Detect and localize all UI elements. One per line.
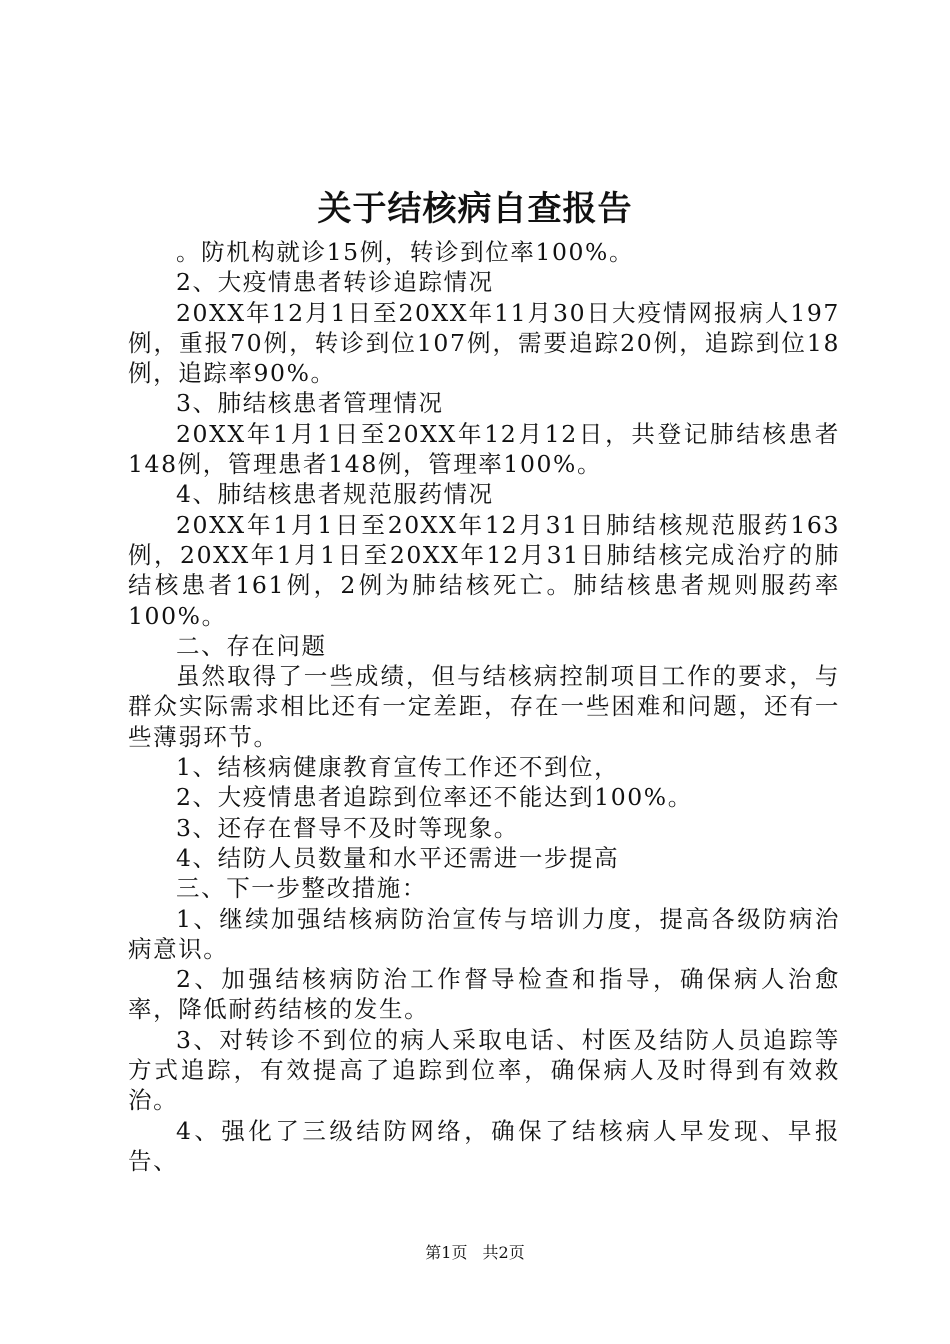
list-item: 3、对转诊不到位的病人采取电话、村医及结防人员追踪等方式追踪，有效提高了追踪到位率，确保病人及时得到有效救治。 bbox=[128, 1025, 840, 1115]
document-body bbox=[128, 237, 840, 1176]
section-heading: 二、存在问题 bbox=[176, 631, 327, 660]
page-number: 第1页 bbox=[425, 1243, 468, 1262]
section-heading: 三、下一步整改措施： bbox=[176, 874, 427, 903]
paragraph: 20XX年1月1日至20XX年12月31日肺结核规范服药163例，20XX年1月1日至20XX年12月31日肺结核完成治疗的肺结核患者161例，2例为肺结核死亡。肺结核患者规则服药率100%。 bbox=[128, 510, 840, 630]
list-item: 2、加强结核病防治工作督导检查和指导，确保病人治愈率，降低耐药结核的发生。 bbox=[128, 965, 840, 1024]
list-item: 4、强化了三级结防网络，确保了结核病人早发现、早报告、 bbox=[128, 1116, 840, 1175]
paragraph: 2、大疫情患者转诊追踪情况 bbox=[176, 268, 494, 297]
list-item: 2、大疫情患者追踪到位率还不能达到100%。 bbox=[176, 783, 693, 812]
paragraph: 20XX年1月1日至20XX年12月12日，共登记肺结核患者148例，管理患者148例，管理率100%。 bbox=[128, 419, 840, 479]
list-item: 3、还存在督导不及时等现象。 bbox=[176, 813, 519, 842]
document-title: 关于结核病自查报告 bbox=[317, 189, 633, 229]
list-item: 1、结核病健康教育宣传工作还不到位， bbox=[176, 753, 620, 782]
paragraph: 3、肺结核患者管理情况 bbox=[176, 389, 444, 418]
list-item: 4、结防人员数量和水平还需进一步提高 bbox=[176, 843, 620, 872]
paragraph: 4、肺结核患者规范服药情况 bbox=[176, 480, 494, 509]
page-total: 共2页 bbox=[482, 1243, 525, 1262]
list-item: 1、继续加强结核病防治宣传与培训力度，提高各级防病治病意识。 bbox=[128, 904, 840, 963]
paragraph: 虽然取得了一些成绩，但与结核病控制项目工作的要求，与群众实际需求相比还有一定差距，存在一些困难和问题，还有一些薄弱环节。 bbox=[128, 662, 840, 751]
paragraph: 。防机构就诊15例，转诊到位率100%。 bbox=[176, 238, 635, 266]
paragraph: 20XX年12月1日至20XX年11月30日大疫情网报病人197例，重报70例，转诊到位107例，需要追踪20例，追踪到位18例，追踪率90%。 bbox=[128, 298, 840, 388]
page-footer bbox=[0, 1242, 950, 1264]
